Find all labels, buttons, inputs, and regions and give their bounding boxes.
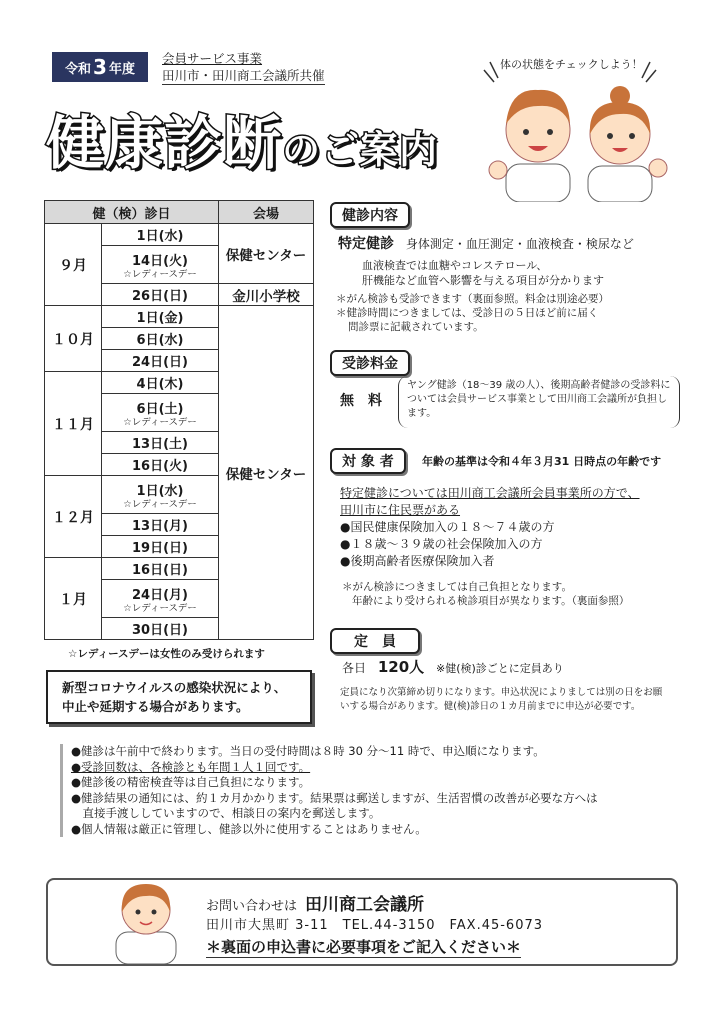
ladies-day-label: ☆レディースデー <box>123 602 197 614</box>
header-venue: 会場 <box>219 201 314 224</box>
date-text: 14日(火) <box>132 253 188 269</box>
organizer <box>162 50 325 85</box>
note-item: ●個人情報は厳正に管理し、健診以外に使用することはありません。 <box>71 821 427 836</box>
fee-value: 無 料 <box>340 393 382 409</box>
date-text: 30日(日) <box>132 623 188 638</box>
content-note1: ＊がん検診も受診できます（裏面参照。料金は別途必要） <box>336 293 609 305</box>
staff-avatar-icon <box>110 872 182 964</box>
month-cell: ９月 <box>45 224 102 306</box>
date-text: 16日(日) <box>132 563 188 578</box>
speech-bubble: 体の状態をチェックしよう！ <box>500 58 643 71</box>
venue-cell: 保健センター <box>219 306 314 640</box>
content-sub2: 肝機能など血管へ影響を与える項目が分かります <box>362 274 604 287</box>
covid-notice-line2: 中止や延期する場合があります。 <box>62 699 249 714</box>
date-cell <box>102 476 219 514</box>
date-text: 13日(月) <box>132 519 188 534</box>
section-label-content: 健診内容 <box>330 202 410 228</box>
date-cell <box>102 284 219 306</box>
section-label-capacity: 定 員 <box>330 628 420 654</box>
date-text: 6日(土) <box>136 401 184 417</box>
month-cell: １月 <box>45 558 102 640</box>
target-line1: 特定健診については田川商工会議所会員事業所の方で、 <box>340 486 640 500</box>
capacity-note: ※健(検)診ごとに定員あり <box>435 662 564 675</box>
target-note1: ＊がん検診につきましては自己負担となります。 <box>342 581 572 593</box>
month-cell: １２月 <box>45 476 102 558</box>
contact-heading <box>206 890 424 915</box>
era-number: 3 <box>93 55 107 79</box>
date-text: 4日(木) <box>136 377 184 392</box>
target-note2: 年齢により受けられる検診項目が異なります。（裏面参照） <box>352 595 630 607</box>
date-text: 1日(水) <box>136 483 184 499</box>
title-sub: のご案内 <box>282 128 439 172</box>
contact-org-name: 田川商工会議所 <box>305 895 425 915</box>
target-line2: 田川市に住民票がある <box>340 503 461 517</box>
date-cell <box>102 394 219 432</box>
target-bullet3: ●後期高齢者医療保険加入者 <box>340 554 495 568</box>
date-text: 16日(火) <box>132 459 188 474</box>
date-cell <box>102 558 219 580</box>
note-item: ●健診後の精密検査等は自己負担になります。 <box>71 775 311 789</box>
era-prefix: 令和 <box>65 61 92 77</box>
date-text: 19日(日) <box>132 541 188 556</box>
covid-notice-line1: 新型コロナウイルスの感染状況により、 <box>62 680 287 695</box>
content-main <box>338 237 634 252</box>
content-sub1: 血液検査では血糖やコレステロール、 <box>362 259 548 272</box>
note-item: ●健診結果の通知には、約１カ月かかります。結果票は郵送しますが、生活習慣の改善が必要な方へは <box>71 790 598 805</box>
date-text: 6日(水) <box>136 333 184 348</box>
date-cell <box>102 514 219 536</box>
fiscal-year-badge <box>52 52 148 82</box>
header-date: 健（検）診日 <box>45 201 219 224</box>
capacity-each: 各日 <box>342 661 367 675</box>
content-items: 身体測定・血圧測定・血液検査・検尿など <box>405 237 634 251</box>
date-text: 24日(日) <box>132 355 188 370</box>
section-label-fee: 受診料金 <box>330 350 410 376</box>
title-main: 健康診断 <box>46 109 283 177</box>
month-cell: １０月 <box>45 306 102 372</box>
target-basis: 年齢の基準は令和４年３月31 日時点の年齢です <box>422 455 662 468</box>
capacity-desc1: 定員になり次第締め切りになります。申込状況によりましては別の日をお願 <box>340 687 663 698</box>
organizer-line2: 田川市・田川商工会議所共催 <box>162 68 325 83</box>
venue-cell: 金川小学校 <box>219 284 314 306</box>
content-note2: ＊健診時間につきましては、受診日の５日ほど前に届く <box>336 307 599 319</box>
note-item: ●健診は午前中で終わります。当日の受付時間は８時 30 分～11 時で、申込順になります。 <box>71 744 545 758</box>
date-text: 13日(土) <box>132 437 188 452</box>
date-cell <box>102 536 219 558</box>
content-head: 特定健診 <box>338 236 394 252</box>
capacity-main <box>342 660 564 676</box>
date-cell <box>102 454 219 476</box>
staff-illustration <box>470 52 670 202</box>
capacity-desc2: いする場合があります。健(検)診日の１カ月前までに申込が必要です。 <box>340 701 641 712</box>
covid-notice <box>46 670 312 724</box>
content-note3: 問診票に記載されています。 <box>348 321 484 333</box>
month-cell: １１月 <box>45 372 102 476</box>
ladies-day-note: ☆レディースデーは女性のみ受けられます <box>68 648 265 660</box>
ladies-day-label: ☆レディースデー <box>123 268 197 280</box>
date-cell <box>102 224 219 246</box>
page-title <box>46 96 438 180</box>
era-suffix: 年度 <box>108 61 135 77</box>
notes-list <box>60 744 671 837</box>
section-label-target: 対 象 者 <box>330 448 406 474</box>
ladies-day-label: ☆レディースデー <box>123 498 197 510</box>
date-cell <box>102 372 219 394</box>
venue-cell: 保健センター <box>219 224 314 284</box>
date-cell <box>102 580 219 618</box>
fee-description: ヤング健診（18～39 歳の人）、後期高齢者健診の受診料については会員サービス事業として田川商工会議所が負担します。 <box>398 376 680 428</box>
note-item: ●受診回数は、各検診とも年間１人１回です。 <box>71 759 311 774</box>
date-cell <box>102 350 219 372</box>
date-cell <box>102 432 219 454</box>
date-cell <box>102 306 219 328</box>
date-cell <box>102 246 219 284</box>
note-item: 直接手渡ししていますので、相談日の案内を郵送します。 <box>71 806 381 820</box>
date-text: 1日(金) <box>136 311 184 326</box>
contact-request: ＊裏面の申込書に必要事項をご記入ください＊ <box>206 938 522 956</box>
date-text: 1日(水) <box>136 229 184 244</box>
target-bullet1: ●国民健康保険加入の１８～７４歳の方 <box>340 520 555 534</box>
contact-address: 田川市大黒町 3-11 TEL.44-3150 FAX.45-6073 <box>206 918 544 933</box>
schedule-table <box>44 200 314 640</box>
target-bullet2: ●１８歳～３９歳の社会保険加入の方 <box>340 537 543 551</box>
capacity-number: 120人 <box>377 658 425 676</box>
date-cell <box>102 328 219 350</box>
date-text: 24日(月) <box>132 587 188 603</box>
date-cell <box>102 618 219 640</box>
contact-inquiry: お問い合わせは <box>206 899 298 914</box>
ladies-day-label: ☆レディースデー <box>123 416 197 428</box>
organizer-line1: 会員サービス事業 <box>162 51 263 66</box>
date-text: 26日(日) <box>132 289 188 304</box>
